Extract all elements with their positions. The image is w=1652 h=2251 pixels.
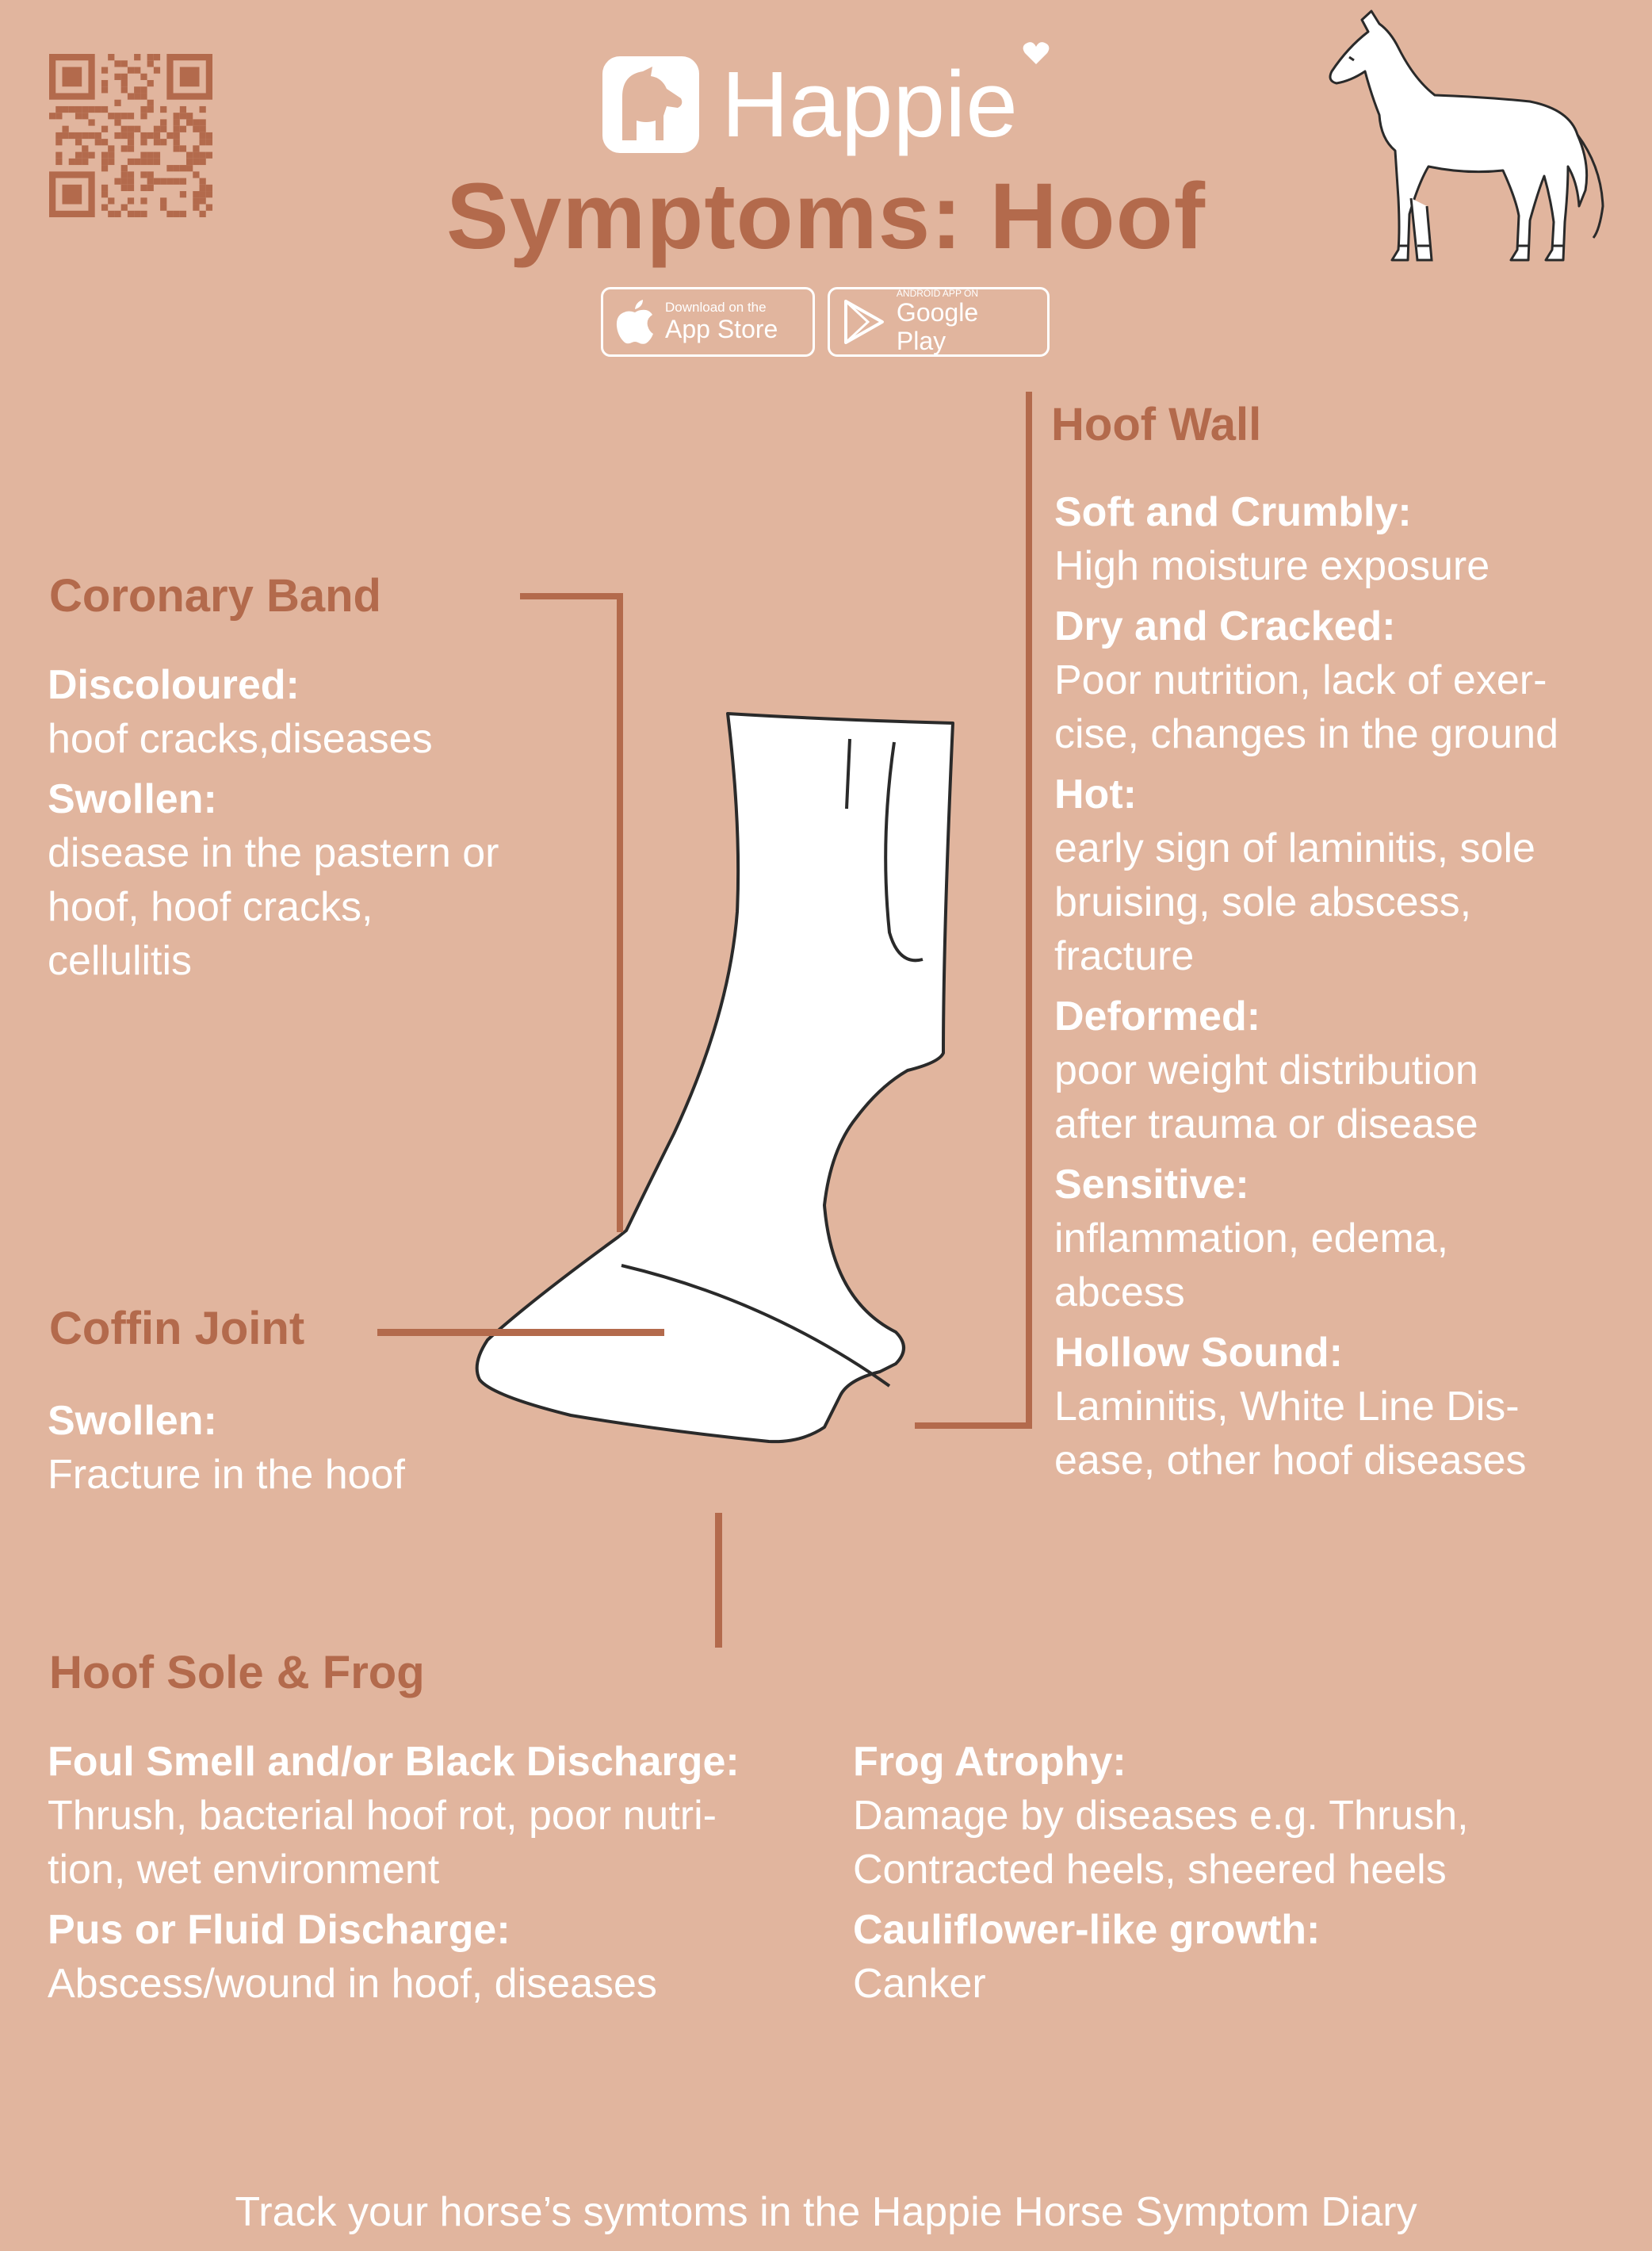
- coronary-connector-v: [617, 593, 623, 1232]
- coronary-band-heading: Coronary Band: [49, 570, 381, 622]
- coffin-connector: [377, 1329, 664, 1336]
- wall-item-4-line-1: abcess: [1054, 1269, 1185, 1315]
- heart-icon: [1023, 41, 1050, 65]
- sole-frog-heading: Hoof Sole & Frog: [49, 1647, 425, 1698]
- sole-frog-right-list: [853, 1728, 1614, 2011]
- wall-item-0-title: Soft and Crumbly:: [1054, 489, 1412, 535]
- apple-icon: [616, 300, 654, 344]
- coronary-item-1-line-1: hoof, hoof cracks,: [48, 884, 373, 930]
- wall-item-2-line-0: early sign of laminitis, sole: [1054, 825, 1535, 871]
- sole-left-0-title: Foul Smell and/or Black Discharge:: [48, 1739, 740, 1785]
- coffin-item-0-line-0: Fracture in the hoof: [48, 1452, 405, 1498]
- coronary-item-1-line-0: disease in the pastern or: [48, 830, 499, 876]
- sole-left-1-title: Pus or Fluid Discharge:: [48, 1907, 511, 1953]
- sole-right-1-line-0: Canker: [853, 1961, 986, 2007]
- google-play-icon: [843, 299, 885, 345]
- coronary-item-0-line-0: hoof cracks,diseases: [48, 716, 433, 762]
- coffin-joint-list: [48, 1388, 539, 1502]
- wall-item-3-line-1: after trauma or disease: [1054, 1101, 1478, 1147]
- wall-item-5-line-0: Laminitis, White Line Dis-: [1054, 1384, 1520, 1430]
- app-store-small-text: Download on the: [665, 300, 767, 316]
- hoof-wall-list: [1054, 479, 1641, 1487]
- sole-frog-left-list: [48, 1728, 840, 2011]
- page-title: Symptoms: Hoof: [446, 164, 1206, 269]
- sole-left-0-line-0: Thrush, bacterial hoof rot, poor nutri-: [48, 1793, 717, 1839]
- google-play-small-text: ANDROID APP ON: [896, 288, 979, 300]
- sole-connector: [715, 1513, 722, 1648]
- sole-right-0-line-0: Damage by diseases e.g. Thrush,: [853, 1793, 1469, 1839]
- wall-item-1-line-0: Poor nutrition, lack of exer-: [1054, 657, 1547, 703]
- google-play-badge[interactable]: [828, 287, 1050, 357]
- sole-right-1-title: Cauliflower-like growth:: [853, 1907, 1321, 1953]
- sole-left-0-line-1: tion, wet environment: [48, 1847, 440, 1893]
- app-store-badge[interactable]: [601, 287, 815, 357]
- wall-item-3-title: Deformed:: [1054, 993, 1261, 1039]
- wall-item-4-title: Sensitive:: [1054, 1162, 1249, 1208]
- wall-item-2-line-1: bruising, sole abscess,: [1054, 879, 1472, 925]
- coronary-connector-h: [520, 593, 623, 599]
- hoof-wall-heading: Hoof Wall: [1051, 399, 1262, 450]
- hoof-wall-connector-h: [915, 1422, 1032, 1429]
- sole-right-0-line-1: Contracted heels, sheered heels: [853, 1847, 1447, 1893]
- wall-item-3-line-0: poor weight distribution: [1054, 1047, 1478, 1093]
- wall-item-2-line-2: fracture: [1054, 933, 1195, 979]
- coronary-item-1-title: Swollen:: [48, 776, 217, 822]
- wall-item-4-line-0: inflammation, edema,: [1054, 1215, 1449, 1261]
- coronary-item-0-title: Discoloured:: [48, 662, 300, 708]
- footer-text: Track your horse’s symtoms in the Happie Horse Symptom Diary: [235, 2189, 1417, 2235]
- wall-item-0-line-0: High moisture exposure: [1054, 543, 1490, 589]
- google-play-label: Google Play: [896, 298, 979, 355]
- sole-left-1-line-0: Abscess/wound in hoof, diseases: [48, 1961, 657, 2007]
- brand-icon: [602, 56, 699, 153]
- coffin-item-0-title: Swollen:: [48, 1398, 217, 1444]
- coronary-item-1-line-2: cellulitis: [48, 938, 193, 984]
- wall-item-5-line-1: ease, other hoof diseases: [1054, 1438, 1527, 1483]
- brand-name: Happie: [721, 52, 1018, 157]
- horse-illustration: [1316, 8, 1617, 270]
- brand-logo: [602, 49, 1018, 160]
- coronary-band-list: [48, 652, 602, 988]
- hoof-wall-connector-v: [1026, 392, 1032, 1429]
- wall-item-1-title: Dry and Cracked:: [1054, 603, 1396, 649]
- wall-item-2-title: Hot:: [1054, 771, 1137, 817]
- coffin-joint-heading: Coffin Joint: [49, 1303, 305, 1354]
- app-store-label: App Store: [665, 314, 778, 343]
- sole-right-0-title: Frog Atrophy:: [853, 1739, 1126, 1785]
- wall-item-1-line-1: cise, changes in the ground: [1054, 711, 1558, 757]
- wall-item-5-title: Hollow Sound:: [1054, 1330, 1343, 1376]
